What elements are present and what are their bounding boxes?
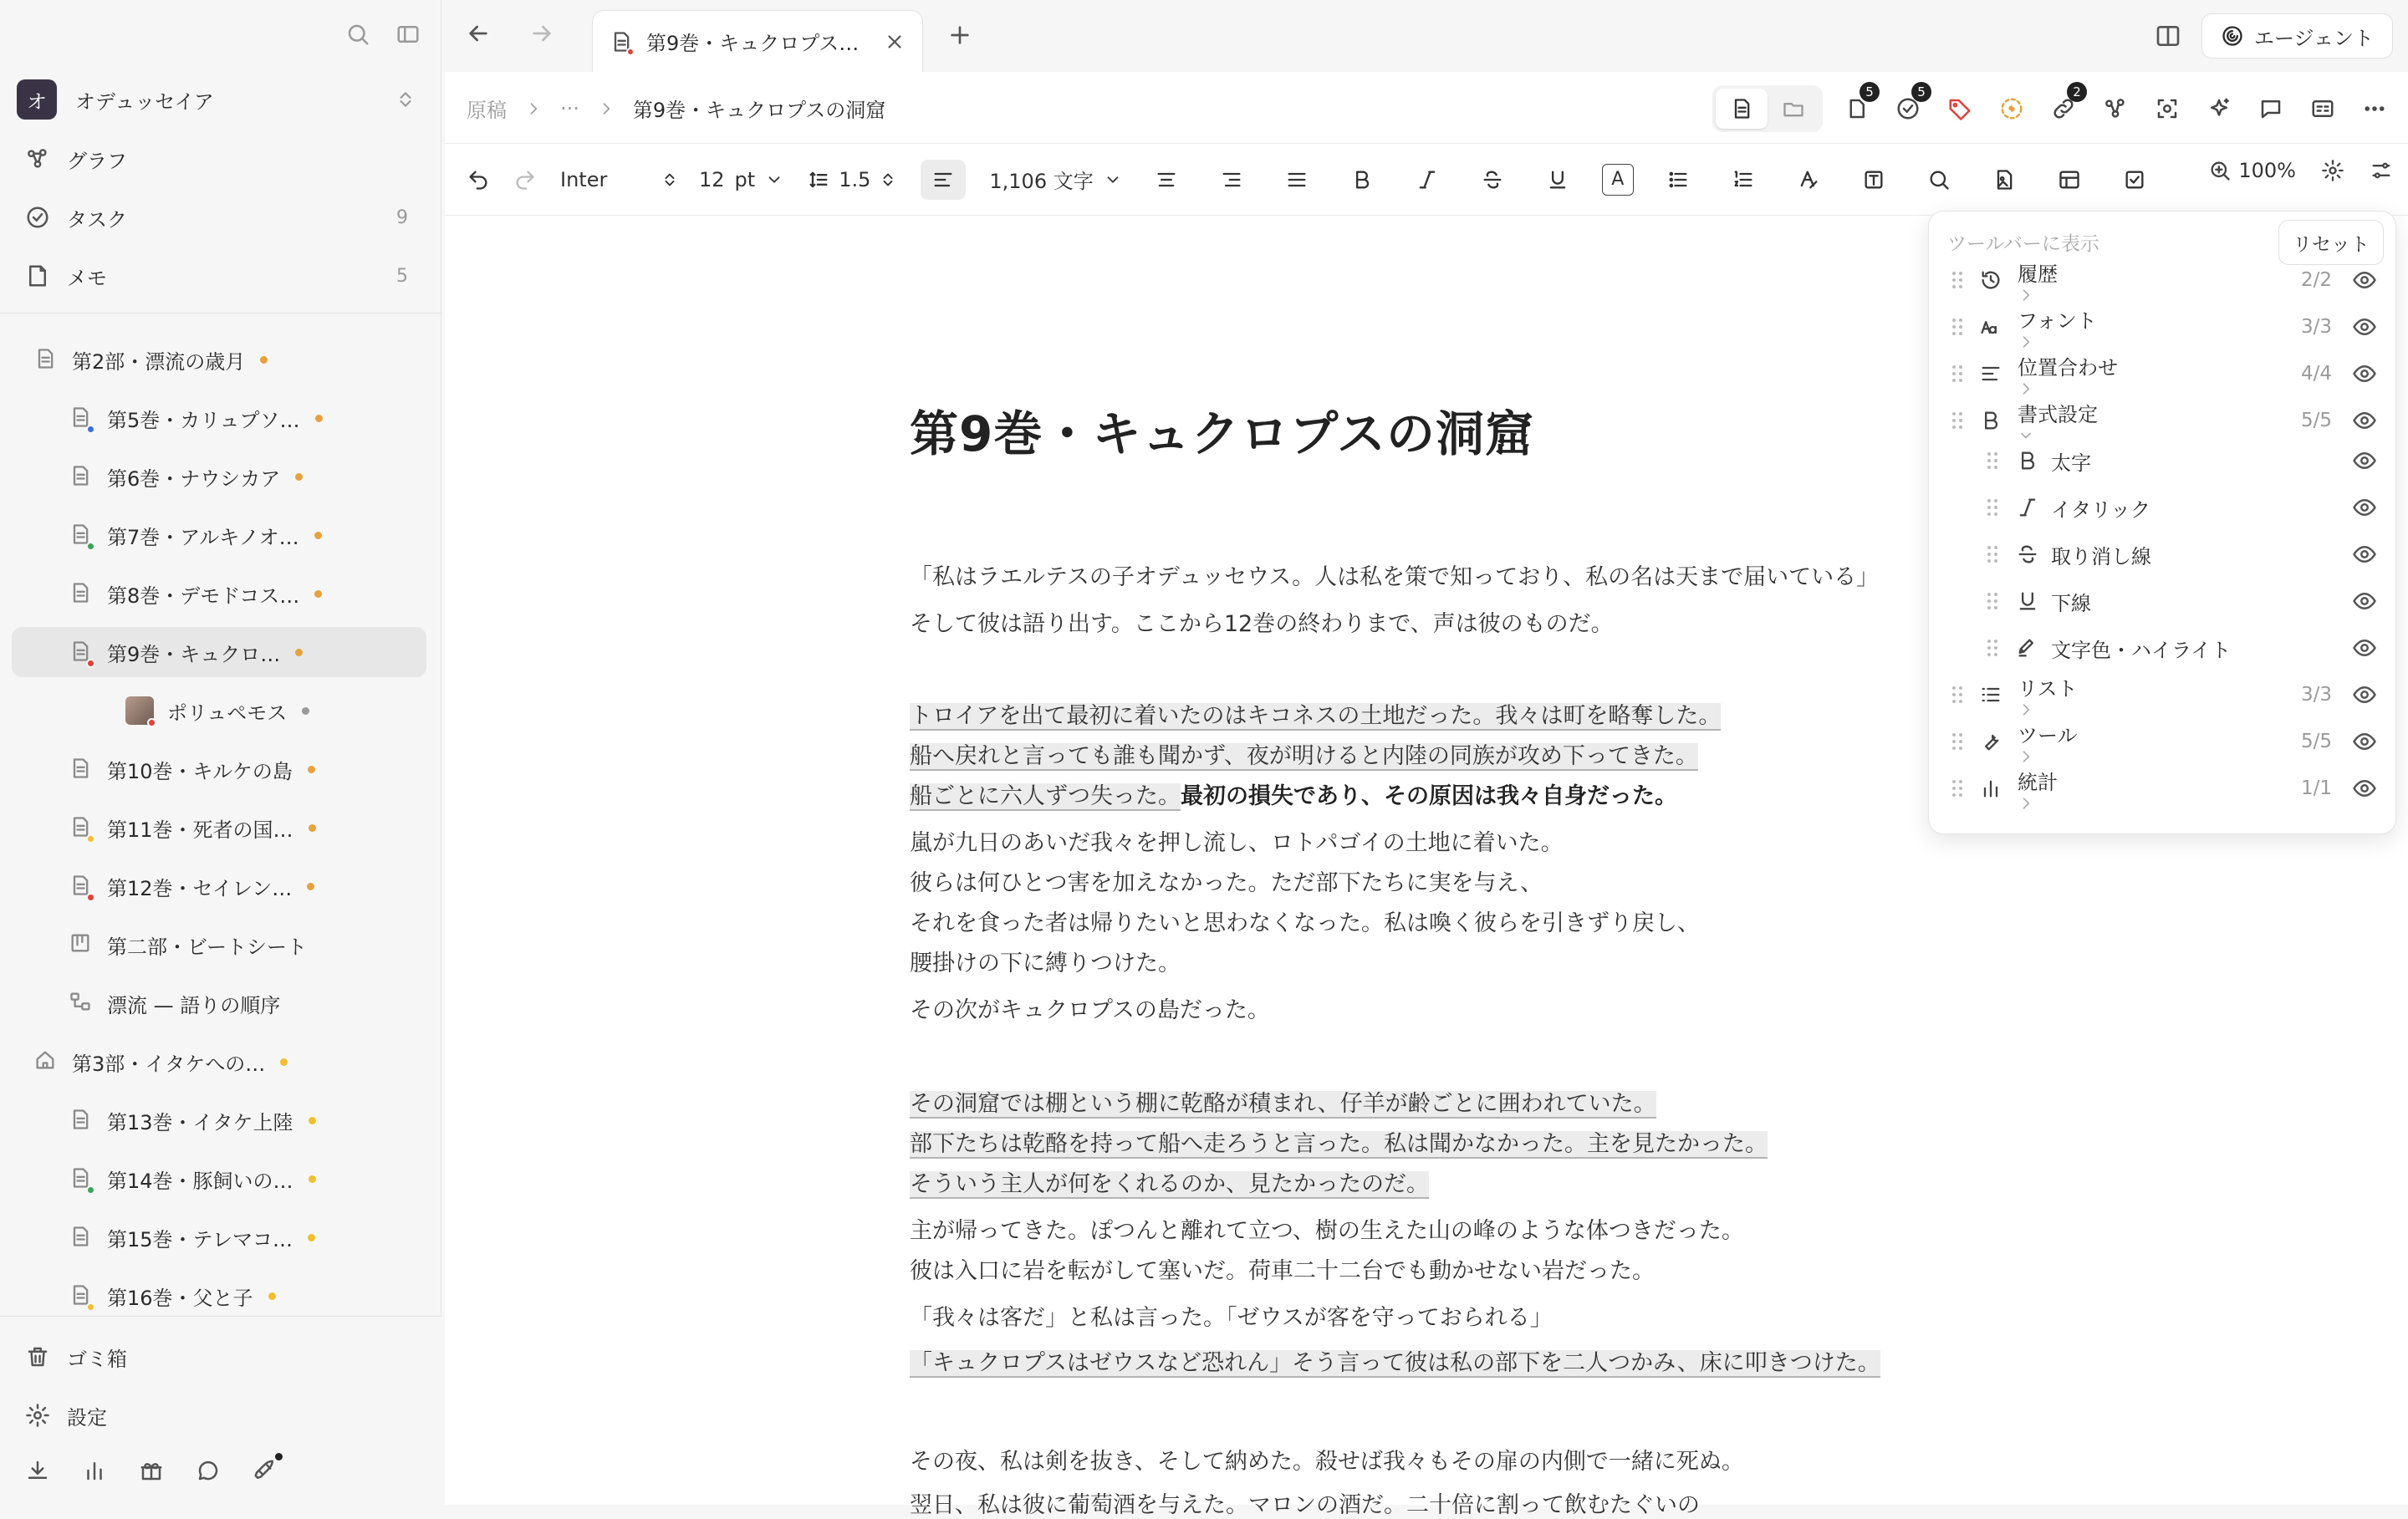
drag-handle-icon[interactable] bbox=[1951, 777, 1964, 799]
graph-icon bbox=[25, 146, 54, 171]
progress-dot bbox=[308, 1234, 315, 1241]
document-icon bbox=[69, 579, 94, 608]
row-label: 文字色・ハイライト bbox=[2051, 638, 2232, 662]
highlighted-line[interactable] bbox=[910, 697, 1721, 730]
tree-item-label: 第8巻・デモドコス… bbox=[107, 584, 300, 608]
line-text: トロイアを出て最初に着いたのはキコネスの土地だった。我々は町を略奪した。 bbox=[910, 703, 1722, 729]
toolbar-visibility-row[interactable] bbox=[1929, 303, 2395, 350]
nav-trash-label: ゴミ箱 bbox=[67, 1347, 127, 1371]
bold-text: 最初の損失であり、その原因は我々自身だった。 bbox=[1181, 783, 1677, 809]
linked-docs-icon[interactable] bbox=[1838, 84, 1875, 127]
tree-item[interactable] bbox=[12, 861, 426, 911]
drag-handle-icon[interactable] bbox=[1986, 497, 1999, 518]
font-icon bbox=[1979, 315, 2002, 339]
eye-icon[interactable] bbox=[2352, 729, 2377, 754]
progress-dot bbox=[309, 824, 316, 832]
numbered-list-icon[interactable] bbox=[1722, 160, 1764, 200]
status-dot bbox=[86, 425, 95, 434]
gear-icon[interactable] bbox=[2321, 159, 2344, 182]
zoom-control[interactable] bbox=[2208, 159, 2296, 182]
highlighted-line[interactable] bbox=[910, 1344, 1880, 1377]
tree-item[interactable] bbox=[12, 334, 426, 385]
tree-item[interactable] bbox=[12, 1212, 426, 1262]
underline-icon[interactable] bbox=[1537, 160, 1579, 200]
tag-icon[interactable] bbox=[1941, 90, 1978, 127]
eye-icon[interactable] bbox=[2352, 408, 2377, 433]
eye-icon[interactable] bbox=[2352, 589, 2377, 614]
tree-item[interactable] bbox=[12, 803, 426, 853]
row-label: フォント bbox=[2018, 304, 2104, 350]
forward-arrow-icon[interactable] bbox=[528, 20, 555, 47]
format-toolbar bbox=[445, 144, 2408, 216]
row-label: 取り消し線 bbox=[2051, 544, 2151, 568]
gear-icon bbox=[25, 1403, 54, 1428]
home-icon bbox=[33, 1047, 59, 1076]
status-dot bbox=[86, 834, 95, 844]
progress-dot bbox=[295, 473, 303, 481]
id-card-icon[interactable] bbox=[2304, 90, 2341, 127]
toolbar-visibility-row[interactable] bbox=[1929, 350, 2395, 397]
tab-active-document[interactable] bbox=[592, 10, 923, 72]
paragraph[interactable]: 翌日、私は彼に葡萄酒を与えた。マロンの酒だ。二十倍に割って飲むたぐいの bbox=[910, 1492, 1700, 1518]
underline-icon bbox=[2016, 589, 2039, 613]
toolbar-visibility-row[interactable] bbox=[1929, 578, 2395, 624]
breadcrumb-current: 第9巻・キュクロプスの洞窟 bbox=[632, 99, 886, 122]
tree-item-label: 第16巻・父と子 bbox=[107, 1286, 253, 1310]
line-text: 部下たちは乾酪を持って船へ走ろうと言った。私は聞かなかった。主を見たかった。 bbox=[910, 1131, 1768, 1157]
row-label: 履歴 bbox=[2018, 257, 2064, 303]
progress-dot bbox=[315, 415, 323, 422]
tree-item-label: 第9巻・キュクロ… bbox=[107, 642, 281, 666]
tree-item[interactable] bbox=[12, 451, 426, 502]
font-family-value: Inter bbox=[560, 167, 608, 191]
font-color-button[interactable] bbox=[1602, 164, 1634, 196]
clear-format-icon[interactable] bbox=[1788, 160, 1829, 200]
progress-dot bbox=[280, 1058, 288, 1066]
tree-item[interactable] bbox=[12, 1095, 426, 1145]
bold-icon bbox=[2016, 449, 2039, 472]
font-color-letter: A bbox=[1611, 169, 1625, 190]
rocket-icon[interactable] bbox=[253, 1458, 278, 1483]
align-center-icon[interactable] bbox=[1145, 160, 1187, 200]
comment-icon[interactable] bbox=[2252, 90, 2289, 127]
italic-icon[interactable] bbox=[1406, 160, 1448, 200]
paragraph[interactable]: それを食った者は帰りたいと思わなくなった。私は喚く彼らを引きずり戻し、 bbox=[910, 910, 1700, 936]
tasks-badge: 5 bbox=[1911, 82, 1931, 102]
view-toggle bbox=[1712, 85, 1823, 132]
eye-icon[interactable] bbox=[2352, 635, 2377, 660]
history-icon bbox=[1979, 268, 2002, 292]
breadcrumb bbox=[467, 94, 885, 123]
workspace-name: オデュッセイア bbox=[75, 89, 214, 114]
status-dot bbox=[86, 1302, 95, 1312]
tree-item-label: 第6巻・ナウシカア bbox=[107, 466, 281, 491]
document-icon bbox=[69, 521, 94, 549]
workspace-switcher[interactable] bbox=[17, 80, 416, 119]
chart-icon bbox=[1979, 777, 2002, 800]
tab-bar bbox=[445, 0, 2408, 72]
align-right-icon[interactable] bbox=[1211, 160, 1252, 200]
document-icon bbox=[610, 29, 633, 54]
progress-dot bbox=[308, 766, 315, 773]
nav-settings[interactable] bbox=[25, 1392, 416, 1439]
document-title[interactable]: 第9巻・キュクロプスの洞窟 bbox=[910, 405, 1535, 462]
highlighted-line[interactable] bbox=[910, 1085, 1656, 1118]
progress-dot bbox=[268, 1292, 276, 1300]
chevron-right-icon bbox=[525, 100, 542, 117]
document-icon bbox=[69, 1165, 94, 1193]
document-view-icon[interactable] bbox=[1716, 89, 1768, 129]
tree-item[interactable] bbox=[12, 510, 426, 560]
nav-trash[interactable] bbox=[25, 1333, 416, 1380]
chat-bubble-icon[interactable] bbox=[196, 1458, 221, 1483]
tree-item-label: 漂流 — 語りの順序 bbox=[107, 993, 281, 1017]
status-dashed-circle-icon[interactable] bbox=[1993, 90, 2030, 127]
nav-memo-count: 5 bbox=[396, 265, 408, 287]
row-label: 位置合わせ bbox=[2018, 351, 2125, 397]
font-size-select[interactable] bbox=[699, 160, 783, 200]
character-avatar bbox=[125, 696, 154, 725]
paragraph[interactable]: 腰掛けの下に縛りつけた。 bbox=[910, 951, 1181, 976]
drag-handle-icon[interactable] bbox=[1951, 410, 1964, 431]
tree-item[interactable] bbox=[12, 1271, 426, 1321]
agent-button-label: エージェント bbox=[2253, 26, 2374, 50]
document-icon bbox=[69, 872, 94, 900]
toolbar-sliders-icon[interactable] bbox=[2370, 159, 2393, 182]
row-count: 5/5 bbox=[2300, 410, 2332, 431]
eye-icon[interactable] bbox=[2352, 682, 2377, 707]
zoom-in-icon bbox=[2208, 159, 2232, 182]
chevron-right-icon[interactable] bbox=[2018, 748, 2084, 765]
drag-handle-icon[interactable] bbox=[1986, 543, 1999, 565]
chevron-right-icon[interactable] bbox=[2018, 334, 2104, 350]
tree-item-label: 第2部・漂流の歳月 bbox=[72, 349, 246, 374]
agent-button[interactable] bbox=[2201, 13, 2393, 59]
gift-icon[interactable] bbox=[139, 1458, 164, 1483]
document-icon bbox=[69, 1282, 94, 1310]
highlighter-icon bbox=[2016, 636, 2039, 660]
list-icon bbox=[1979, 683, 2002, 706]
focus-scan-icon[interactable] bbox=[2149, 90, 2186, 127]
progress-dot bbox=[260, 356, 268, 364]
align-justify-icon[interactable] bbox=[1276, 160, 1318, 200]
row-label: 太字 bbox=[2051, 451, 2091, 475]
drag-handle-icon[interactable] bbox=[1951, 684, 1964, 706]
paragraph[interactable]: 「我々は客だ」と私は言った。「ゼウスが客を守っておられる」 bbox=[910, 1305, 1553, 1331]
word-count-select[interactable] bbox=[989, 160, 1121, 200]
row-count: 1/1 bbox=[2300, 777, 2332, 799]
board-icon bbox=[69, 930, 94, 959]
link-icon[interactable] bbox=[2045, 84, 2082, 127]
tree-item-label: ポリュペモス bbox=[167, 701, 288, 725]
toolbar-visibility-row[interactable] bbox=[1929, 531, 2395, 578]
document-icon bbox=[69, 638, 94, 666]
line-text: そういう主人が何をくれるのか、見たかったのだ。 bbox=[910, 1171, 1429, 1197]
reset-button[interactable]: リセット bbox=[2278, 220, 2384, 265]
tab-title: 第9巻・キュクロプス… bbox=[646, 32, 860, 55]
sidebar bbox=[0, 0, 441, 1505]
tree-item[interactable] bbox=[12, 627, 426, 677]
tree-item[interactable] bbox=[12, 686, 426, 736]
chevron-down-icon bbox=[765, 171, 783, 189]
progress-dot bbox=[314, 590, 322, 598]
paragraph[interactable]: 「私はラエルテスの子オデュッセウス。人は私を策で知っており、私の名は天まで届いている」 bbox=[910, 564, 1880, 590]
links-badge: 2 bbox=[2067, 82, 2087, 102]
drag-handle-icon[interactable] bbox=[1951, 316, 1964, 338]
status-dot bbox=[86, 542, 95, 551]
note-icon bbox=[25, 263, 54, 288]
chevron-right-icon[interactable] bbox=[2018, 701, 2084, 718]
eye-icon[interactable] bbox=[2352, 361, 2377, 386]
tree-item-label: 第13巻・イタケ上陸 bbox=[107, 1110, 293, 1134]
nav-memo[interactable] bbox=[25, 252, 416, 299]
tree-item-label: 第10巻・キルケの島 bbox=[107, 759, 293, 783]
more-horizontal-icon[interactable] bbox=[2356, 90, 2393, 127]
line-text: 船へ戻れと言っても誰も聞かず、夜が明けると内陸の同族が攻め下ってきた。 bbox=[910, 743, 1698, 769]
popover-heading: ツールバーに表示 bbox=[1947, 233, 2099, 255]
row-label: 書式設定 bbox=[2018, 398, 2104, 444]
strikethrough-icon[interactable] bbox=[1472, 160, 1513, 200]
line-height-value: 1.5 bbox=[839, 167, 871, 191]
chevron-updown-icon bbox=[395, 87, 416, 112]
eye-icon[interactable] bbox=[2352, 268, 2377, 293]
highlighted-line[interactable] bbox=[910, 1125, 1768, 1158]
bullet-list-icon[interactable] bbox=[1657, 160, 1699, 200]
row-label: ツール bbox=[2018, 719, 2084, 765]
bold-icon[interactable] bbox=[1341, 160, 1383, 200]
row-label: イタリック bbox=[2051, 497, 2151, 522]
status-dot bbox=[86, 659, 95, 668]
tree-item-label: 第5巻・カリュプソ… bbox=[107, 408, 300, 432]
sidebar-toggle-icon[interactable] bbox=[395, 22, 421, 47]
progress-dot bbox=[309, 1175, 316, 1183]
manuscript-tree bbox=[12, 334, 430, 1313]
download-icon[interactable] bbox=[25, 1458, 50, 1483]
font-size-unit: pt bbox=[734, 167, 756, 191]
drag-handle-icon[interactable] bbox=[1986, 637, 1999, 659]
tree-item-label: 第15巻・テレマコ… bbox=[107, 1227, 293, 1251]
row-count: 5/5 bbox=[2300, 731, 2332, 752]
agent-swirl-icon bbox=[2221, 24, 2244, 48]
mixed-line[interactable] bbox=[910, 777, 1677, 810]
undo-icon[interactable] bbox=[467, 160, 490, 200]
progress-dot bbox=[295, 649, 303, 656]
status-dot bbox=[86, 893, 95, 902]
wrench-icon bbox=[1979, 730, 2002, 753]
eye-icon[interactable] bbox=[2352, 448, 2377, 473]
document-icon bbox=[69, 813, 94, 842]
tree-item-label: 第11巻・死者の国… bbox=[107, 818, 293, 842]
tree-item[interactable] bbox=[12, 920, 426, 970]
paragraph[interactable]: その夜、私は剣を抜き、そして納めた。殺せば我々もその扉の内側で一緒に死ぬ。 bbox=[910, 1449, 1744, 1475]
align-icon bbox=[1979, 362, 2002, 385]
check-circle-icon bbox=[25, 205, 54, 230]
new-tab-plus-icon[interactable] bbox=[946, 22, 973, 48]
line-height-icon bbox=[807, 168, 830, 191]
toolbar-visibility-row[interactable] bbox=[1929, 484, 2395, 531]
line-text: 船ごとに六人ずつ失った。 bbox=[910, 783, 1181, 809]
workspace-badge: オ bbox=[17, 79, 57, 120]
redo-icon[interactable] bbox=[513, 160, 537, 200]
eye-icon[interactable] bbox=[2352, 776, 2377, 801]
highlighted-line[interactable] bbox=[910, 737, 1698, 770]
word-count-value: 1,106 文字 bbox=[989, 170, 1094, 193]
tasks-check-icon[interactable] bbox=[1890, 84, 1926, 127]
nav-graph-label: グラフ bbox=[67, 149, 127, 173]
table-icon[interactable] bbox=[2048, 160, 2090, 200]
row-label: リスト bbox=[2018, 672, 2084, 718]
font-size-value: 12 bbox=[699, 167, 725, 191]
status-dot bbox=[86, 1185, 95, 1195]
chevron-updown-icon bbox=[879, 169, 897, 191]
nav-tasks-count: 9 bbox=[396, 206, 408, 228]
search-icon[interactable] bbox=[1918, 160, 1960, 200]
stats-icon[interactable] bbox=[82, 1458, 107, 1483]
paragraph[interactable]: 彼らは何ひとつ害を加えなかった。ただ部下たちに実を与え、 bbox=[910, 870, 1543, 896]
document-icon bbox=[69, 755, 94, 783]
drag-handle-icon[interactable] bbox=[1951, 363, 1964, 385]
paragraph[interactable]: その次がキュクロプスの島だった。 bbox=[910, 997, 1270, 1023]
tree-item[interactable] bbox=[12, 978, 426, 1028]
nav-tasks-label: タスク bbox=[67, 207, 127, 232]
chevron-right-icon[interactable] bbox=[2018, 380, 2125, 397]
sidebar-footer bbox=[0, 1316, 441, 1505]
line-text: その洞窟では棚という棚に乾酪が積まれ、仔羊が齢ごとに囲われていた。 bbox=[910, 1091, 1656, 1117]
tree-item-label: 第12巻・セイレン… bbox=[107, 876, 293, 900]
nav-settings-label: 設定 bbox=[67, 1405, 107, 1430]
progress-dot bbox=[307, 883, 314, 890]
nav-graph[interactable] bbox=[25, 135, 416, 182]
tree-item-label: 第14巻・豚飼いの… bbox=[107, 1169, 293, 1193]
linked-docs-badge: 5 bbox=[1860, 82, 1880, 102]
nav-tasks[interactable] bbox=[25, 194, 416, 241]
align-left-button[interactable] bbox=[921, 160, 966, 200]
row-count: 2/2 bbox=[2300, 269, 2332, 291]
toolbar-visibility-row[interactable] bbox=[1929, 671, 2395, 718]
tree-item-label: 第7巻・アルキノオ… bbox=[107, 525, 299, 549]
toolbar-visibility-row[interactable] bbox=[1929, 718, 2395, 765]
breadcrumb-ellipsis[interactable]: ··· bbox=[560, 96, 579, 120]
document-icon bbox=[33, 345, 59, 374]
close-icon[interactable] bbox=[884, 31, 906, 53]
chevron-down-icon bbox=[1104, 171, 1122, 189]
tree-item-label: 第二部・ビートシート bbox=[107, 935, 308, 959]
checkbox-icon[interactable] bbox=[2114, 160, 2155, 200]
document-icon bbox=[69, 462, 94, 491]
font-family-select[interactable] bbox=[560, 160, 679, 200]
drag-handle-icon[interactable] bbox=[1986, 450, 1999, 472]
eye-icon[interactable] bbox=[2352, 314, 2377, 339]
eye-icon[interactable] bbox=[2352, 495, 2377, 520]
row-label: 下線 bbox=[2051, 591, 2091, 615]
paragraph[interactable]: 主が帰ってきた。ぽつんと離れて立つ、樹の生えた山の峰のような体つきだった。 bbox=[910, 1218, 1744, 1244]
highlighted-line[interactable] bbox=[910, 1165, 1429, 1198]
search-icon[interactable] bbox=[345, 22, 370, 47]
toolbar-visibility-row[interactable] bbox=[1929, 257, 2395, 303]
paragraph[interactable]: 彼は入口に岩を転がして塞いだ。荷車二十二台でも動かせない岩だった。 bbox=[910, 1258, 1655, 1284]
flowchart-icon bbox=[69, 989, 94, 1017]
drag-handle-icon[interactable] bbox=[1951, 731, 1964, 752]
nav-memo-label: メモ bbox=[67, 266, 107, 290]
image-icon[interactable] bbox=[1983, 160, 2025, 200]
paragraph[interactable]: そして彼は語り出す。ここから12巻の終わりまで、声は彼のものだ。 bbox=[910, 611, 1614, 637]
trash-icon bbox=[25, 1344, 54, 1369]
progress-dot bbox=[314, 532, 322, 539]
italic-icon bbox=[2016, 496, 2039, 519]
drag-handle-icon[interactable] bbox=[1951, 269, 1964, 291]
document-icon bbox=[69, 1106, 94, 1134]
sparkles-icon[interactable] bbox=[2201, 90, 2237, 127]
split-view-icon[interactable] bbox=[2155, 23, 2181, 49]
document-icon bbox=[69, 1223, 94, 1251]
tree-item[interactable] bbox=[12, 744, 426, 794]
tree-item[interactable] bbox=[12, 393, 426, 443]
bold-icon bbox=[1979, 409, 2002, 432]
progress-dot bbox=[309, 1117, 316, 1124]
tree-item[interactable] bbox=[12, 1154, 426, 1204]
row-count: 3/3 bbox=[2300, 316, 2332, 338]
tree-item-label: 第3部・イタケへの… bbox=[72, 1052, 266, 1076]
tree-item[interactable] bbox=[12, 568, 426, 619]
progress-dot bbox=[302, 707, 309, 715]
line-height-select[interactable] bbox=[807, 160, 897, 200]
document-icon bbox=[69, 404, 94, 432]
drag-handle-icon[interactable] bbox=[1986, 590, 1999, 612]
breadcrumb-root[interactable]: 原稿 bbox=[467, 99, 507, 122]
strikethrough-icon bbox=[2016, 543, 2039, 566]
chevron-right-icon bbox=[598, 100, 615, 117]
chevron-right-icon[interactable] bbox=[2018, 287, 2064, 303]
paragraph[interactable]: 嵐が九日のあいだ我々を押し流し、ロトパゴイの土地に着いた。 bbox=[910, 830, 1564, 856]
toolbar-visibility-row[interactable] bbox=[1929, 437, 2395, 484]
row-count: 4/4 bbox=[2300, 363, 2332, 385]
eye-icon[interactable] bbox=[2352, 542, 2377, 567]
line-text: 「キュクロプスはゼウスなど恐れん」そう言って彼は私の部下を二人つかみ、床に叩きつけた。 bbox=[910, 1350, 1880, 1376]
toolbar-visibility-row[interactable] bbox=[1929, 624, 2395, 671]
zoom-value: 100% bbox=[2238, 159, 2296, 182]
row-label: 統計 bbox=[2018, 766, 2064, 812]
chevron-right-icon[interactable] bbox=[2018, 795, 2064, 812]
toolbar-visibility-row[interactable] bbox=[1929, 765, 2395, 812]
chevron-updown-icon bbox=[661, 169, 679, 191]
graph-icon[interactable] bbox=[2097, 90, 2134, 127]
toolbar-visibility-popover bbox=[1928, 211, 2396, 834]
tree-item[interactable] bbox=[12, 1037, 426, 1087]
folder-view-icon[interactable] bbox=[1768, 89, 1819, 129]
row-count: 3/3 bbox=[2300, 684, 2332, 706]
breadcrumb-bar bbox=[445, 72, 2408, 144]
text-box-icon[interactable] bbox=[1853, 160, 1895, 200]
back-arrow-icon[interactable] bbox=[465, 20, 492, 47]
